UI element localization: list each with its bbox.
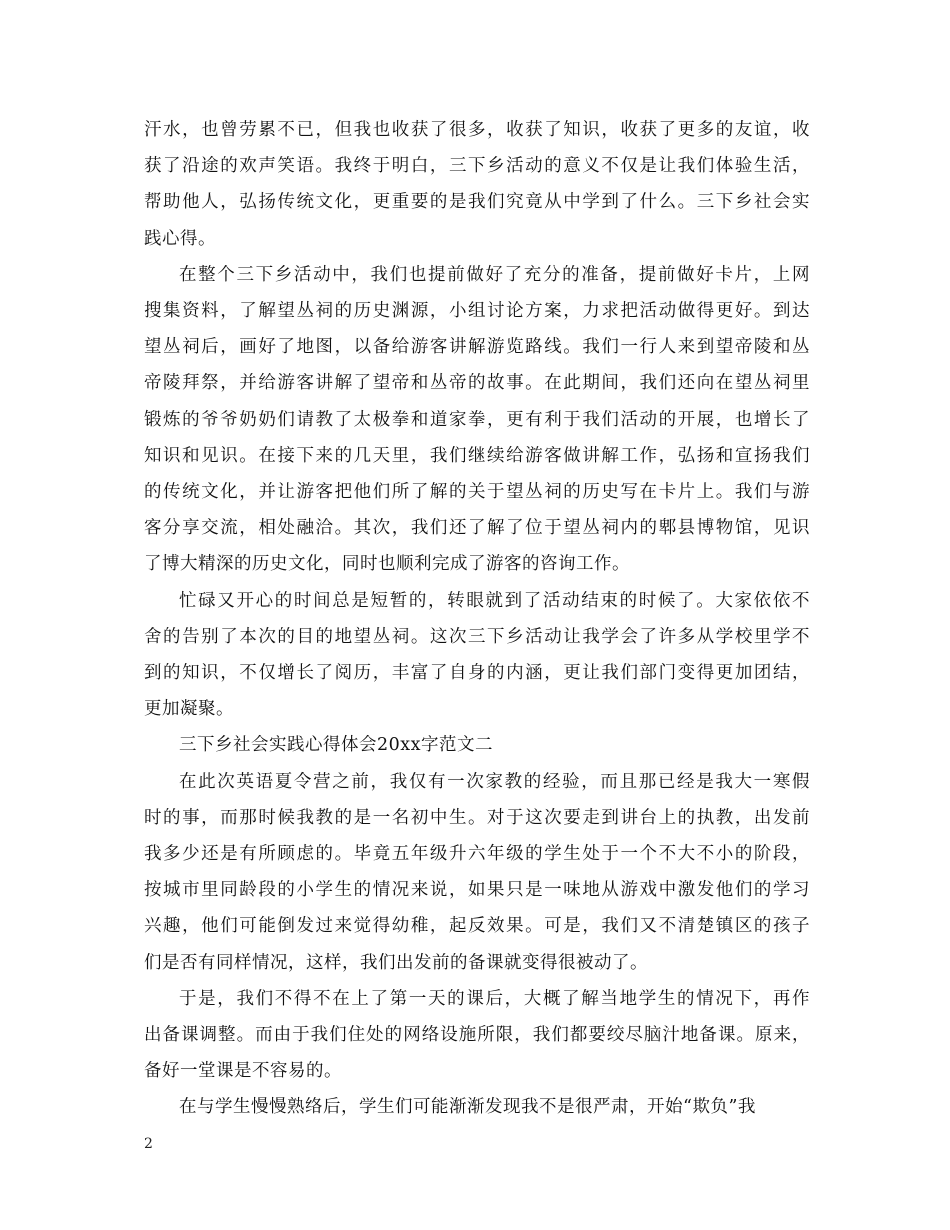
text-line: 锻炼的爷爷奶奶们请教了太极拳和道家拳，更有利于我们活动的开展，也增长了	[144, 409, 810, 430]
text-line: 备好一堂课是不容易的。	[144, 1061, 342, 1082]
paragraph	[144, 981, 810, 1090]
text-line: 帝陵拜祭，并给游客讲解了望帝和丛帝的故事。在此期间，我们还向在望丛祠里	[144, 373, 810, 394]
text-line: 于是，我们不得不在上了第一天的课后，大概了解当地学生的情况下，再作	[179, 988, 810, 1009]
text-line: 知识和见识。在接下来的几天里，我们继续给游客做讲解工作，弘扬和宣扬我们	[144, 445, 810, 466]
text-line: 在与学生慢慢熟络后，学生们可能渐渐发现我不是很严肃，开始“欺负”我	[179, 1097, 756, 1118]
paragraph	[144, 257, 810, 583]
text-line: 我多少还是有所顾虑的。毕竟五年级升六年级的学生处于一个不大不小的阶段，	[144, 844, 810, 865]
text-line: 获了沿途的欢声笑语。我终于明白，三下乡活动的意义不仅是让我们体验生活，	[144, 156, 810, 177]
text-line: 舍的告别了本次的目的地望丛祠。这次三下乡活动让我学会了许多从学校里学不	[144, 626, 810, 647]
text-line: 了博大精深的历史文化，同时也顺利完成了游客的咨询工作。	[144, 554, 630, 575]
text-line: 时的事，而那时候我教的是一名初中生。对于这次要走到讲台上的执教，出发前	[144, 807, 810, 828]
paragraph	[144, 112, 810, 257]
text-line: 践心得。	[144, 228, 216, 249]
text-line: 帮助他人，弘扬传统文化，更重要的是我们究竟从中学到了什么。三下乡社会实	[144, 192, 810, 213]
text-line: 出备课调整。而由于我们住处的网络设施所限，我们都要绞尽脑汁地备课。原来，	[144, 1025, 810, 1046]
text-line: 兴趣，他们可能倒发过来觉得幼稚，起反效果。可是，我们又不清楚镇区的孩子	[144, 916, 810, 937]
text-line: 们是否有同样情况，这样，我们出发前的备课就变得很被动了。	[144, 952, 648, 973]
text-line: 按城市里同龄段的小学生的情况来说，如果只是一味地从游戏中激发他们的学习	[144, 880, 810, 901]
page-number: 2	[144, 1136, 153, 1152]
text-line: 汗水，也曾劳累不已，但我也收获了很多，收获了知识，收获了更多的友谊，收	[144, 120, 810, 140]
text-line: 更加凝聚。	[144, 699, 234, 720]
paragraph	[144, 583, 810, 728]
text-line: 客分享交流，相处融洽。其次，我们还了解了位于望丛祠内的郫县博物馆，见识	[144, 518, 810, 539]
text-line: 三下乡社会实践心得体会20xx字范文二	[179, 735, 494, 756]
document-body	[144, 112, 810, 1126]
paragraph	[144, 764, 810, 981]
text-line: 在整个三下乡活动中，我们也提前做好了充分的准备，提前做好卡片，上网	[179, 264, 810, 285]
paragraph	[144, 1089, 810, 1125]
text-line: 在此次英语夏令营之前，我仅有一次家教的经验，而且那已经是我大一寒假	[179, 771, 810, 792]
text-line: 的传统文化，并让游客把他们所了解的关于望丛祠的历史写在卡片上。我们与游	[144, 482, 810, 503]
text-line: 望丛祠后，画好了地图，以备给游客讲解游览路线。我们一行人来到望帝陵和丛	[144, 337, 810, 358]
text-line: 忙碌又开心的时间总是短暂的，转眼就到了活动结束的时候了。大家依依不	[179, 590, 810, 611]
text-line: 到的知识，不仅增长了阅历，丰富了自身的内涵，更让我们部门变得更加团结，	[144, 663, 810, 684]
section-heading	[144, 727, 810, 763]
text-line: 搜集资料，了解望丛祠的历史渊源，小组讨论方案，力求把活动做得更好。到达	[144, 301, 810, 322]
